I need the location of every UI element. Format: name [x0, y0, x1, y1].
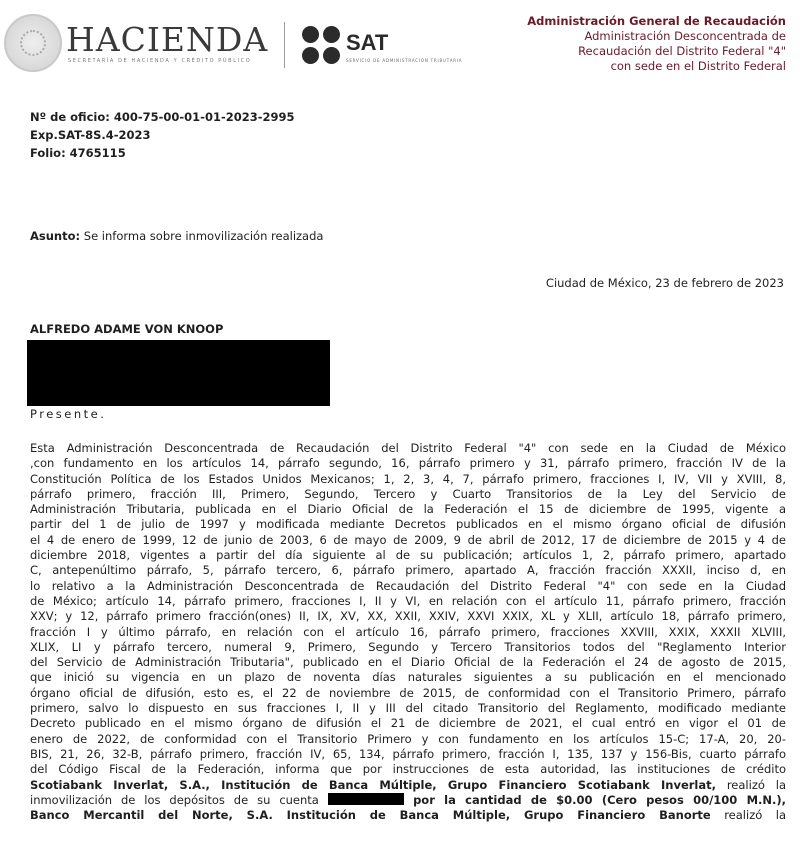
sat-logo-subtitle: SERVICIO DE ADMINISTRACIÓN TRIBUTARIA [346, 58, 463, 63]
sat-logo-icon [302, 26, 342, 66]
redacted-address-block [27, 340, 330, 406]
freeze-prefix: inmovilización de los depósitos de su cuenta [30, 792, 328, 807]
national-seal-icon [4, 14, 62, 72]
body-line: Constitución Política de los Estados Unidos Mexicanos; 1, 2, 3, 4, 7, párrafo primero, fracciones I, IV, VII y XVIII, 8, [30, 471, 786, 486]
body-line: Decreto publicado en el mismo órgano de difusión el 21 de diciembre de 2021, el cual entró en vigor el 01 de [30, 716, 786, 731]
subject-text: Se informa sobre inmovilización realizada [80, 229, 324, 243]
agency-line: Recaudación del Distrito Federal "4" [578, 44, 786, 58]
body-line: XLIX, LI y párrafo tercero, numeral 9, Primero, Segundo y Tercero Transitorios todos del "Reglamento Interior [30, 639, 786, 654]
body-line-bank1 [30, 778, 786, 793]
body-line: lo relativo a la Administración Desconcentrada de Recaudación del Distrito Federal "4" con sede en la Ciudad [30, 578, 786, 593]
agency-line: Administración General de Recaudación [527, 14, 786, 28]
body-line: BIS, 21, 26, 32-B, párrafo primero, fracción IV, 65, 134, párrafo primero, fracción I, 135, 137 y 156-Bis, cuarto párrafo [30, 746, 786, 761]
body-line: el 4 de enero de 1999, 12 de junio de 2003, 6 de mayo de 2009, 9 de abril de 2012, 17 de diciembre de 2015 y 4 de [30, 532, 786, 547]
redacted-account-number [328, 793, 404, 805]
body-line: ,con fundamento en los artículos 14, párrafo segundo, 16, párrafo primero y 31, párrafo primero, fracción IV de la [30, 456, 786, 471]
greeting: Presente. [30, 407, 107, 421]
sat-logo-title: SAT [346, 30, 389, 55]
oficio-number: Nº de oficio: 400-75-00-01-01-2023-2995 [30, 110, 295, 124]
folio-number: Folio: 4765115 [30, 146, 126, 160]
bank2-rest: realizó la [710, 808, 787, 823]
body-line: Esta Administración Desconcentrada de Recaudación del Distrito Federal "4" con sede en la Ciudad de México [30, 441, 786, 455]
body-line: párrafo primero, fracción III, Primero, Segundo, Tercero y Cuarto Transitorios de la Ley del Servicio de [30, 486, 786, 501]
body-line: de México; artículo 14, párrafo primero, fracciones I, II y VI, en relación con el artículo 11, párrafo primero, fracción [30, 593, 786, 608]
agency-line: con sede en el Distrito Federal [610, 59, 786, 73]
bank1-name: Scotiabank Inverlat, S.A., Institución de Banca Múltiple, Grupo Financiero Scotiabank Inverlat, [30, 777, 716, 792]
body-line: Administración Tributaria, publicada en el Diario Oficial de la Federación el 15 de diciembre de 1995, vigente a [30, 502, 786, 517]
document-date: Ciudad de México, 23 de febrero de 2023 [545, 276, 784, 290]
body-line: XXV; y 12, párrafo primero fracción(ones) II, IX, XV, XX, XXII, XXIV, XXVI XXIX, XL y XLII, artículo 18, párrafo primero, [30, 609, 786, 624]
hacienda-logo-subtitle: SECRETARÍA DE HACIENDA Y CRÉDITO PÚBLICO [68, 58, 252, 64]
body-line: partir del 1 de julio de 1997 y modificada mediante Decretos publicados en el mismo órgano oficial de difusión [30, 517, 786, 532]
body-line: diciembre 2018, vigentes a partir del día siguiente al de su publicación; artículos 1, 2, párrafo primero, apartado [30, 548, 786, 563]
body-line: órgano oficial de difusión, esto es, el 22 de noviembre de 2015, de conformidad con el Transitorio Primero, párrafo [30, 685, 786, 700]
subject-label: Asunto: [30, 229, 81, 243]
reference-block [30, 108, 295, 162]
header-divider [284, 22, 285, 68]
body-line: enero de 2022, de conformidad con el Transitorio Primero y con fundamento en los artículos 15-C; 17-A, 20, 20- [30, 731, 786, 746]
expediente-number: Exp.SAT-8S.4-2023 [30, 128, 151, 142]
body-line-bank2 [30, 808, 786, 823]
bank1-rest: realizó la [715, 777, 786, 792]
body-line: primero, salvo lo dispuesto en sus fracciones I, II y III del citado Transitorio del Reglamento, modificado mediante [30, 701, 786, 716]
freeze-amount: por la cantidad de $0.00 (Cero pesos 00/100 M.N.), [403, 792, 786, 807]
body-line-freeze [30, 793, 786, 808]
agency-heading [506, 14, 786, 74]
body-line: del Código Fiscal de la Federación, informa que por instrucciones de esta autoridad, las instituciones de crédito [30, 762, 786, 777]
recipient-name: ALFREDO ADAME VON KNOOP [30, 322, 224, 336]
body-line: que inició su vigencia en un plazo de noventa días naturales siguientes a su publicación en el mencionado [30, 670, 786, 685]
subject-line [30, 229, 323, 243]
body-line: del Servicio de Administración Tributaria", publicado en el Diario Oficial de la Federación el 24 de agosto de 2015, [30, 655, 786, 670]
body-paragraph [30, 441, 786, 823]
bank2-name: Banco Mercantil del Norte, S.A. Institución de Banca Múltiple, Grupo Financiero Banorte [30, 808, 711, 823]
body-line: fracción I y último párrafo, en relación con el artículo 16, párrafo primero, fracciones XXVIII, XXIX, XXXII XLVIII, [30, 624, 786, 639]
hacienda-logo-title: HACIENDA [66, 20, 269, 59]
agency-line: Administración Desconcentrada de [584, 29, 786, 43]
body-line: C, antepenúltimo párrafo, 5, párrafo tercero, 6, párrafo primero, apartado A, fracción fracción XXXII, inciso d, en [30, 563, 786, 578]
